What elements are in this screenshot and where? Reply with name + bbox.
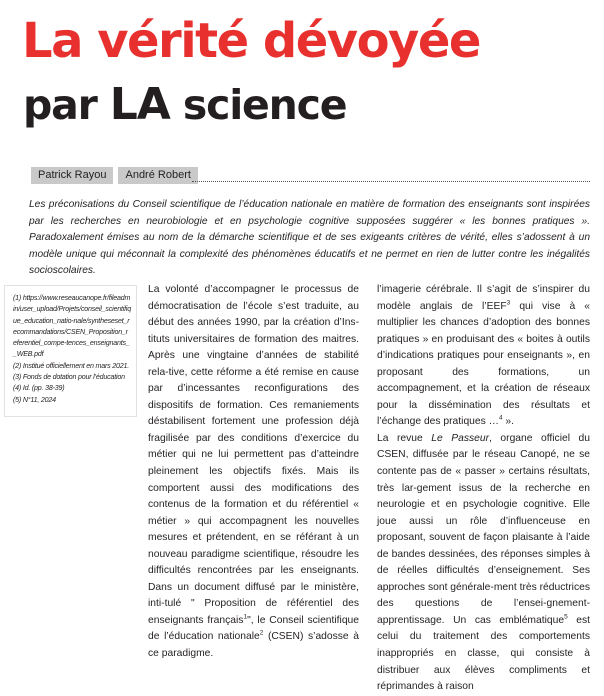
author-tag: André Robert: [118, 167, 197, 184]
article-subtitle: [23, 80, 346, 130]
publication-title: Le Passeur: [431, 432, 490, 444]
body-column-1: [148, 282, 359, 663]
subtitle-caps: LA: [109, 79, 170, 130]
footnote: (1) https://www.reseaucanope.fr/fileadmin/user_upload/Projets/conseil_scientifique_education_natio-nale/syntheseset_recommandations/CSEN_Proposition_referentiel_compe-tences_enseignants__WEB.pdf: [13, 294, 131, 359]
dotted-rule: [192, 181, 590, 182]
text-run: est celui du traitement des comportements inappropriés en classe, qui consiste à distribuer aux élèves compliments et réprimandes à raison: [377, 614, 590, 693]
text-run: La revue: [377, 432, 432, 444]
paragraph: [377, 282, 590, 431]
footnote: (5) N°11, 2024: [13, 395, 56, 404]
author-tag: Patrick Rayou: [31, 167, 113, 184]
author-list: [31, 167, 198, 184]
footnote-ref: 1: [243, 613, 248, 621]
body-column-2: [377, 282, 590, 696]
footnote: (3) Fonds de dotation pour l’éducation: [13, 373, 125, 382]
text-run: l’imagerie cérébrale. Il s’agit de s’inspirer du modèle anglais de l’EEF: [377, 284, 590, 312]
footnote: (4) Id. (pp. 38-39): [13, 384, 65, 393]
paragraph: [148, 282, 359, 663]
paragraph: [377, 431, 590, 696]
footnote-ref: 2: [259, 630, 264, 638]
text-run: La volonté d’accompagner le processus de démocratisation de l’école s’est traduite, au début des années 1990, par la création d’Ins-tituts universitaires de formation des maitres. Après une vingtaine d’années de stabilité rela-tive, cette réforme a été remise en cause par d’incessantes reconfigurations des dispositifs de formation. Ces remaniements déstabilisent fortement une profession déjà fragilisée par des conditions d’exercice du métier qui ne lui permettent pas d’atteindre pleinement les objectifs fixés. Mais ils comportent aussi des modifications des contenus de la formation et du référentiel « métier » qui accompagnent les nouvelles mesures et prétendent, en se référant à un nouveau paradigme scientifique, résoudre les difficultés rencontrées par les enseignants. Dans un document diffusé par le ministère, inti-tulé " Proposition de référentiel des enseignants français: [148, 284, 359, 626]
article-title: La vérité dévoyée: [22, 13, 480, 69]
footnotes-box: [4, 285, 137, 417]
subtitle-post: science: [169, 81, 347, 129]
text-run: qui vise à « multiplier les chances d’adoption des bonnes pratiques » en produisant des « boites à outils d’indications pratiques pour enseignants », en proposant des formations, un accompagnement, et la création de réseaux pour la dissémination des résultats et l’échange des pratiques …: [377, 300, 590, 428]
text-run: (CSEN) s’adosse à ce paradigme.: [148, 631, 359, 660]
footnote-ref: 4: [498, 414, 503, 422]
footnote-ref: 3: [506, 299, 511, 307]
footnote: (2) Institué officiellement en mars 2021.: [13, 361, 129, 370]
subtitle-pre: par: [23, 81, 110, 129]
text-run: ».: [502, 416, 515, 428]
text-run: ", le Conseil scientifique de l’éducation nationale: [148, 614, 359, 643]
footnote-ref: 5: [564, 613, 568, 621]
text-run: , organe officiel du CSEN, diffusée par le réseau Canopé, ne se contente pas de « passer » certains résultats, très lar-gement issus de la recherche en neurologie et en psychologie cognitive. Elle joue aussi un rôle d’influenceuse en proposant, souvent de façon plaisante à l’aide de bandes dessinées, des réponses simples à de réelles difficultés d’enseignement. Ses approches sont générale-ment très réductrices des questions de l’ensei-gnement-apprentissage. Un cas emblématique: [377, 432, 590, 626]
article-lede: Les préconisations du Conseil scientifique de l’éducation nationale en matière de formation des enseignants sont inspirées par les recherches en neurobiologie et en psychologie cognitive supposées suggérer « les bonnes pratiques ». Paradoxalement émises au nom de la démarche scientifique et de ses exigeants critères de vérité, elles s’adossent à un modèle unique qui méconnait la complexité des phénomènes éducatifs et ne permet en rien de lutter contre les inégalités socioscolaires.: [29, 199, 590, 276]
